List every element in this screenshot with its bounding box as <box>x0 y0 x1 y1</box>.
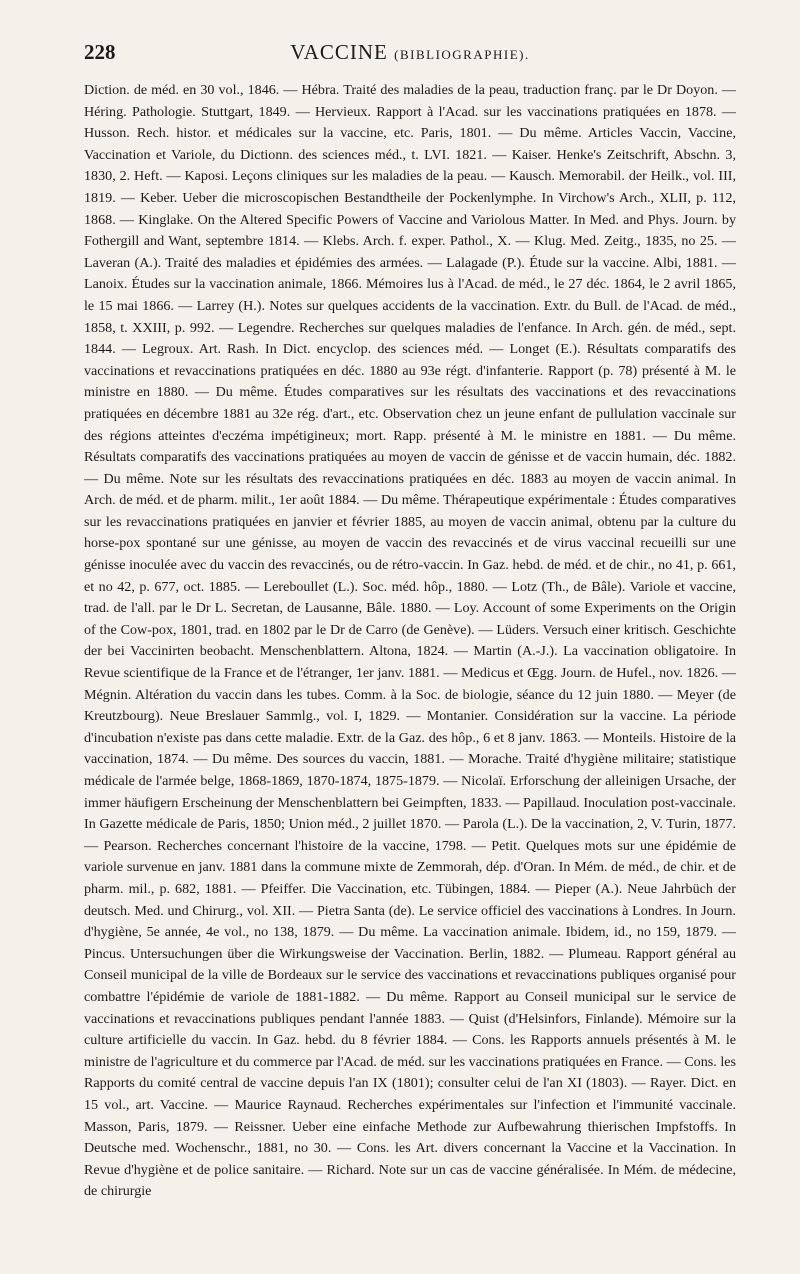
page-number: 228 <box>84 40 116 64</box>
bibliography-text: Diction. de méd. en 30 vol., 1846. — Hébra. Traité des maladies de la peau, traduction franç. par le Dr Doyon. — Héring. Pathologie. Stuttgart, 1849. — Hervieux. Rapport à l'Acad. sur les vaccinations pratiquées en 1878. — Husson. Rech. histor. et médicales sur la vaccine, etc. Paris, 1801. — Du même. Articles Vaccin, Vaccine, Vaccination et Variole, du Dictionn. des sciences méd., t. LVI. 1821. — Kaiser. Henke's Zeitschrift, Abschn. 3, 1830, 2. Heft. — Kaposi. Leçons cliniques sur les maladies de la peau. — Kausch. Memorabil. der Heilk., vol. III, 1819. — Keber. Ueber die microscopischen Bestandtheile der Pockenlymphe. In Virchow's Arch., XLII, p. 112, 1868. — Kinglake. On the Altered Specific Powers of Vaccine and Variolous Matter. In Med. and Phys. Journ. by Fothergill and Want, septembre 1814. — Klebs. Arch. f. exper. Pathol., X. — Klug. Med. Zeitg., 1835, no 25. — Laveran (A.). Traité des maladies et épidémies des armées. — Lalagade (P.). Étude sur la vaccine. Albi, 1881. — Lanoix. Études sur la vaccination animale, 1866. Mémoires lus à l'Acad. de méd., le 27 déc. 1864, le 2 avril 1865, le 15 mai 1866. — Larrey (H.). Notes sur quelques accidents de la vaccination. Extr. du Bull. de l'Acad. de méd., 1858, t. XXIII, p. 992. — Legendre. Recherches sur quelques maladies de l'enfance. In Arch. gén. de méd., sept. 1844. — Legroux. Art. Rash. In Dict. encyclop. des sciences méd. — Longet (E.). Résultats comparatifs des vaccinations et revaccinations pratiquées en déc. 1880 au 93e régt. d'infanterie. Rapport (p. 78) présenté à M. le ministre en 1880. — Du même. Études comparatives sur les résultats des vaccinations et des revaccinations pratiquées en décembre 1881 au 32e rég. d'art., etc. Observation chez un jeune enfant de pullulation vaccinale sur des régions atteintes d'eczéma impétigineux; mort. Rapp. présenté à M. le ministre en 1881. — Du même. Résultats comparatifs des vaccinations pratiquées au moyen de vaccin de génisse et de vaccin humain, déc. 1882. — Du même. Note sur les résultats des revaccinations pratiquées en déc. 1883 au moyen de vaccin animal. In Arch. de méd. et de pharm. milit., 1er août 1884. — Du même. Thérapeutique expérimentale : Études comparatives sur les revaccinations pratiquées en janvier et février 1885, au moyen de vaccin animal, obtenu par la culture du horse-pox spontané sur une génisse, au moyen de vaccin des revaccinés et de virus vaccinal recueilli sur une génisse inoculée avec du vaccin des revaccinés, ou de rétro-vaccin. In Gaz. hebd. de méd. et de chir., no 41, p. 661, et no 42, p. 677, oct. 1885. — Lereboullet (L.). Soc. méd. hôp., 1880. — Lotz (Th., de Bâle). Variole et vaccine, trad. de l'all. par le Dr L. Secretan, de Lausanne, Bâle. 1880. — Loy. Account of some Experiments on the Origin of the Cow-pox, 1801, trad. en 1802 par le Dr de Carro (de Genève). — Lüders. Versuch einer kritisch. Geschichte der bei Vaccinirten beobacht. Menschenblattern. Altona, 1824. — Martin (A.-J.). La vaccination obligatoire. In Revue scientifique de la France et de l'étranger, 1er janv. 1881. — Medicus et Œgg. Journ. de Hufel., nov. 1826. — Mégnin. Altération du vaccin dans les tubes. Comm. à la Soc. de biologie, séance du 12 juin 1880. — Meyer (de Kreutzbourg). Neue Breslauer Sammlg., vol. I, 1829. — Montanier. Considération sur la vaccine. La période d'incubation n'existe pas dans cette maladie. Extr. de la Gaz. des hôp., 6 et 8 janv. 1863. — Monteils. Histoire de la vaccination, 1874. — Du même. Des sources du vaccin, 1881. — Morache. Traité d'hygiène militaire; statistique médicale de l'armée belge, 1868-1869, 1870-1874, 1875-1879. — Nicolaï. Erforschung der alleinigen Ursache, der immer häufigern Erscheinung der Menschenblattern bei Geimpften, 1833. — Papillaud. Inoculation post-vaccinale. In Gazette médicale de Paris, 1850; Union méd., 2 juillet 1870. — Parola (L.). De la vaccination, 2, V. Turin, 1877. — Pearson. Recherches concernant l'histoire de la vaccine, 1798. — Petit. Quelques mots sur une épidémie de variole survenue en janv. 1881 dans la commune mixte de Zemmorah, dép. d'Oran. In Mém. de méd., de chir. et de pharm. mil., p. 682, 1881. — Pfeiffer. Die Vaccination, etc. Tübingen, 1884. — Pieper (A.). Neue Jahrbüch der deutsch. Med. und Chirurg., vol. XII. — Pietra Santa (de). Le service officiel des vaccinations à Londres. In Journ. d'hygiène, 5e année, 4e vol., no 138, 1879. — Du même. La vaccination animale. Ibidem, id., no 159, 1879. — Pincus. Untersuchungen über die Wirkungsweise der Vaccination. Berlin, 1882. — Plumeau. Rapport général au Conseil municipal de la ville de Bordeaux sur le service des vaccinations et revaccinations publiques organisé pour combattre l'épidémie de variole de 1881-1882. — Du même. Rapport au Conseil municipal sur le service de vaccinations et revaccinations publiques pendant l'année 1883. — Quist (d'Helsinfors, Finlande). Mémoire sur la culture artificielle du vaccin. In Gaz. hebd. du 8 février 1884. — Cons. les Rapports annuels présentés à M. le ministre de l'agriculture et du commerce par l'Acad. de méd. sur les vaccinations pratiquées en France. — Cons. les Rapports du comité central de vaccine depuis l'an IX (1801); consulter celui de l'an XI (1803). — Rayer. Dict. en 15 vol., art. Vaccine. — Maurice Raynaud. Recherches expérimentales sur l'infection et l'immunité vaccinale. Masson, Paris, 1879. — Reissner. Ueber eine einfache Methode zur Aufbewahrung thierischen Impfstoffs. In Deutsche med. Wochenschr., 1881, no 30. — Cons. les Art. divers concernant la Vaccine et la Vaccination. In Revue d'hygiène et de police sanitaire. — Richard. Note sur un cas de vaccine généralisée. In Mém. de médecine, de chirurgie <box>84 82 736 1200</box>
running-title <box>154 40 736 65</box>
page-header <box>84 40 736 70</box>
running-title-sub: (BIBLIOGRAPHIE). <box>394 47 530 62</box>
running-title-main: VACCINE <box>290 40 388 64</box>
